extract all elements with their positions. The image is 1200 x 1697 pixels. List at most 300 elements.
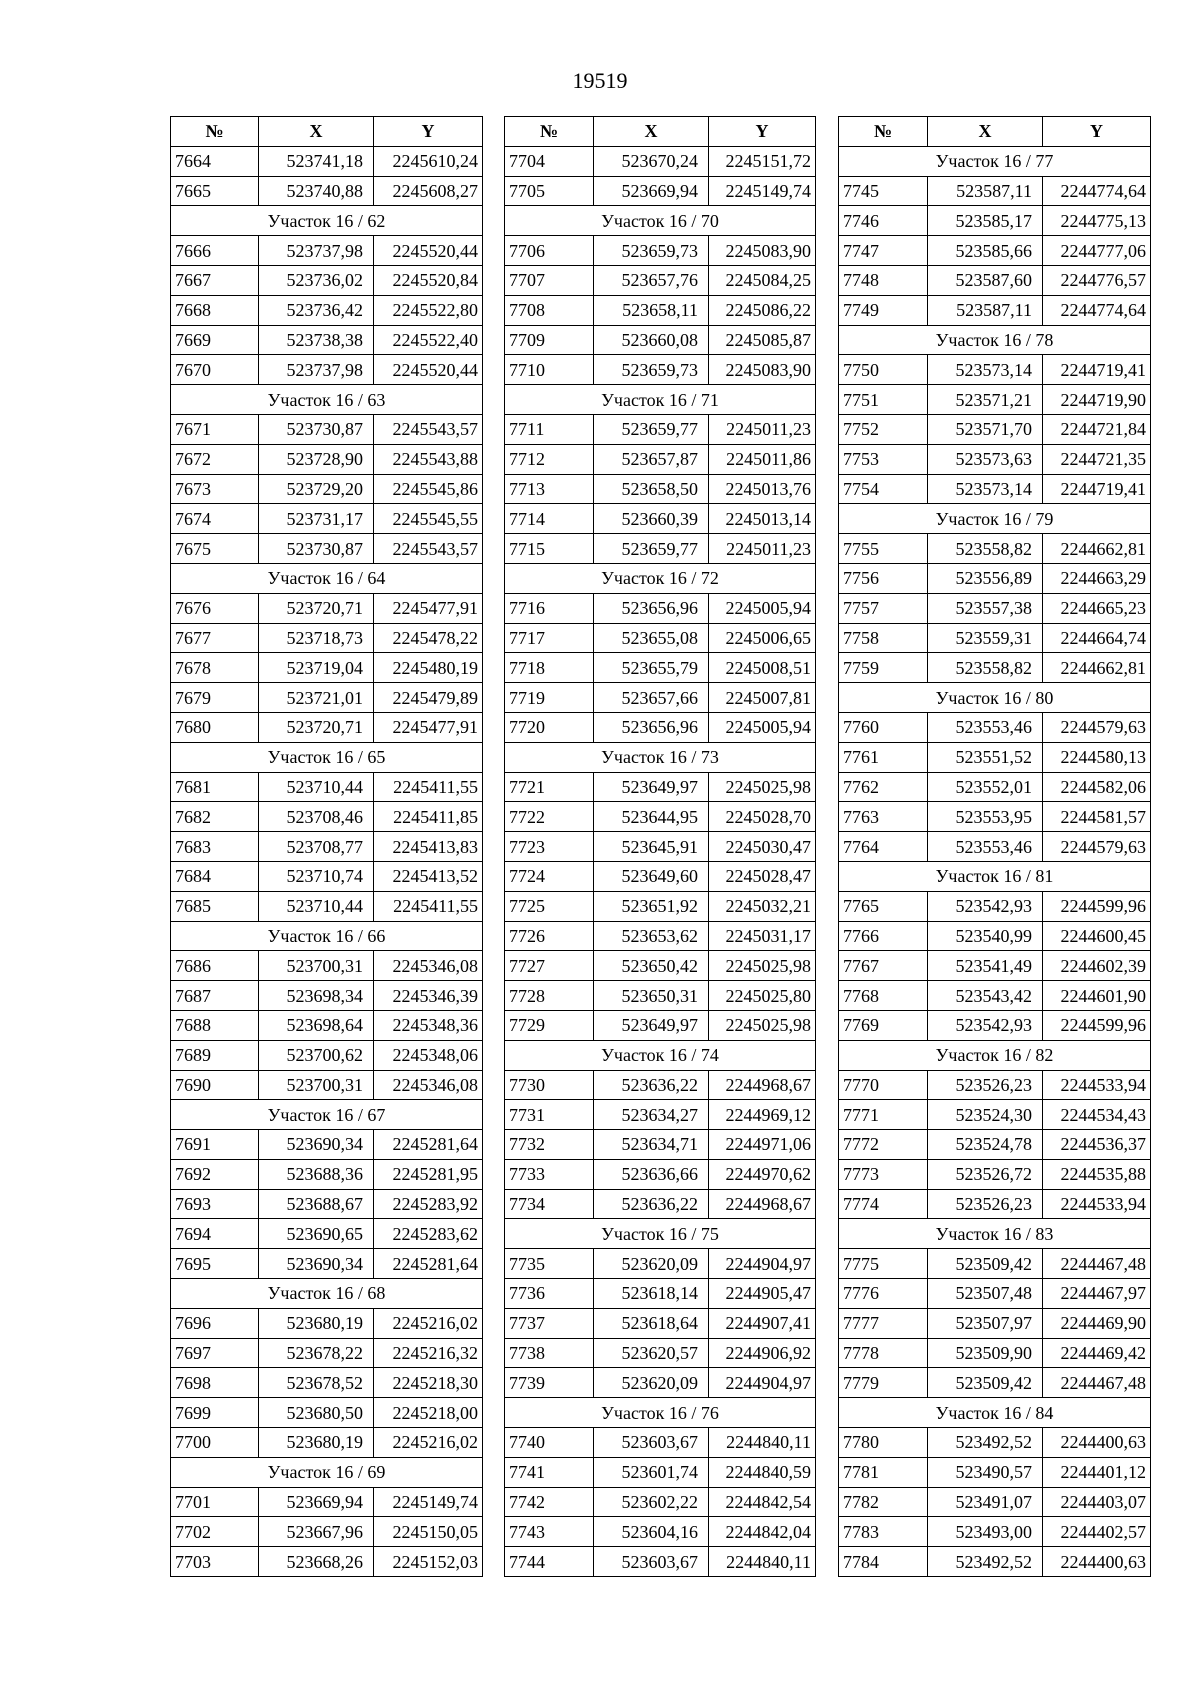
x-coordinate-cell: 523553,95 <box>928 802 1043 832</box>
y-coordinate-cell: 2245006,65 <box>709 623 816 653</box>
y-coordinate-cell: 2244581,57 <box>1043 802 1151 832</box>
point-number-cell: 7671 <box>171 414 259 444</box>
y-coordinate-cell: 2245032,21 <box>709 891 816 921</box>
y-coordinate-cell: 2245030,47 <box>709 832 816 862</box>
x-coordinate-cell: 523656,96 <box>594 593 709 623</box>
point-number-cell: 7764 <box>839 832 928 862</box>
point-number-cell: 7720 <box>505 712 594 742</box>
point-number-cell: 7686 <box>171 951 259 981</box>
table-row <box>505 146 816 176</box>
x-coordinate-cell: 523618,14 <box>594 1279 709 1309</box>
point-number-cell: 7744 <box>505 1547 594 1577</box>
point-number-cell: 7765 <box>839 891 928 921</box>
point-number-cell: 7712 <box>505 444 594 474</box>
y-coordinate-cell: 2245346,08 <box>374 951 483 981</box>
table-row <box>839 1279 1151 1309</box>
table-row <box>839 355 1151 385</box>
table-row <box>171 1040 483 1070</box>
x-coordinate-cell: 523710,44 <box>259 772 374 802</box>
y-coordinate-cell: 2244600,45 <box>1043 921 1151 951</box>
point-number-cell: 7699 <box>171 1398 259 1428</box>
y-coordinate-cell: 2244401,12 <box>1043 1457 1151 1487</box>
point-number-cell: 7664 <box>171 146 259 176</box>
x-coordinate-cell: 523659,73 <box>594 236 709 266</box>
y-coordinate-cell: 2245477,91 <box>374 712 483 742</box>
x-coordinate-cell: 523657,66 <box>594 683 709 713</box>
table-row <box>171 712 483 742</box>
y-coordinate-cell: 2244777,06 <box>1043 236 1151 266</box>
point-number-cell: 7724 <box>505 861 594 891</box>
x-coordinate-cell: 523700,62 <box>259 1040 374 1070</box>
x-coordinate-cell: 523556,89 <box>928 563 1043 593</box>
section-row <box>839 1219 1151 1249</box>
section-row <box>839 1040 1151 1070</box>
point-number-cell: 7715 <box>505 534 594 564</box>
section-row <box>171 385 483 415</box>
x-coordinate-cell: 523509,42 <box>928 1368 1043 1398</box>
x-coordinate-cell: 523700,31 <box>259 951 374 981</box>
y-coordinate-cell: 2245545,55 <box>374 504 483 534</box>
point-number-cell: 7676 <box>171 593 259 623</box>
y-coordinate-cell: 2245281,64 <box>374 1130 483 1160</box>
x-coordinate-cell: 523644,95 <box>594 802 709 832</box>
point-number-cell: 7731 <box>505 1100 594 1130</box>
y-coordinate-cell: 2245281,95 <box>374 1159 483 1189</box>
x-coordinate-cell: 523493,00 <box>928 1517 1043 1547</box>
table-header-row <box>505 117 816 147</box>
point-number-cell: 7740 <box>505 1428 594 1458</box>
table-row <box>839 981 1151 1011</box>
section-row <box>171 563 483 593</box>
y-coordinate-cell: 2244579,63 <box>1043 832 1151 862</box>
x-coordinate-cell: 523737,98 <box>259 355 374 385</box>
header-y: Y <box>709 117 816 147</box>
table-row <box>839 265 1151 295</box>
table-row <box>505 1308 816 1338</box>
y-coordinate-cell: 2245283,62 <box>374 1219 483 1249</box>
x-coordinate-cell: 523645,91 <box>594 832 709 862</box>
point-number-cell: 7737 <box>505 1308 594 1338</box>
x-coordinate-cell: 523655,08 <box>594 623 709 653</box>
table-row <box>839 832 1151 862</box>
y-coordinate-cell: 2244662,81 <box>1043 653 1151 683</box>
x-coordinate-cell: 523573,63 <box>928 444 1043 474</box>
x-coordinate-cell: 523492,52 <box>928 1547 1043 1577</box>
x-coordinate-cell: 523708,77 <box>259 832 374 862</box>
y-coordinate-cell: 2245028,47 <box>709 861 816 891</box>
y-coordinate-cell: 2244775,13 <box>1043 206 1151 236</box>
point-number-cell: 7775 <box>839 1249 928 1279</box>
table-row <box>171 1517 483 1547</box>
table-row <box>505 683 816 713</box>
section-title: Участок 16 / 72 <box>505 563 816 593</box>
section-title: Участок 16 / 69 <box>171 1457 483 1487</box>
point-number-cell: 7666 <box>171 236 259 266</box>
table-row <box>171 1308 483 1338</box>
point-number-cell: 7753 <box>839 444 928 474</box>
table-row <box>505 1189 816 1219</box>
x-coordinate-cell: 523731,17 <box>259 504 374 534</box>
table-row <box>171 1159 483 1189</box>
table-row <box>505 772 816 802</box>
point-number-cell: 7710 <box>505 355 594 385</box>
point-number-cell: 7766 <box>839 921 928 951</box>
x-coordinate-cell: 523669,94 <box>594 176 709 206</box>
header-y: Y <box>374 117 483 147</box>
y-coordinate-cell: 2245149,74 <box>374 1487 483 1517</box>
section-row <box>505 1219 816 1249</box>
coordinates-table-right <box>838 116 1151 1577</box>
y-coordinate-cell: 2244904,97 <box>709 1249 816 1279</box>
table-row <box>839 1100 1151 1130</box>
point-number-cell: 7692 <box>171 1159 259 1189</box>
table-row <box>171 861 483 891</box>
x-coordinate-cell: 523700,31 <box>259 1070 374 1100</box>
point-number-cell: 7780 <box>839 1428 928 1458</box>
point-number-cell: 7675 <box>171 534 259 564</box>
y-coordinate-cell: 2244721,84 <box>1043 414 1151 444</box>
section-row <box>171 1457 483 1487</box>
point-number-cell: 7776 <box>839 1279 928 1309</box>
x-coordinate-cell: 523659,77 <box>594 534 709 564</box>
x-coordinate-cell: 523658,11 <box>594 295 709 325</box>
y-coordinate-cell: 2244664,74 <box>1043 623 1151 653</box>
x-coordinate-cell: 523657,87 <box>594 444 709 474</box>
x-coordinate-cell: 523649,97 <box>594 772 709 802</box>
y-coordinate-cell: 2245477,91 <box>374 593 483 623</box>
y-coordinate-cell: 2244469,90 <box>1043 1308 1151 1338</box>
x-coordinate-cell: 523678,22 <box>259 1338 374 1368</box>
point-number-cell: 7668 <box>171 295 259 325</box>
x-coordinate-cell: 523710,44 <box>259 891 374 921</box>
x-coordinate-cell: 523636,22 <box>594 1070 709 1100</box>
table-row <box>505 1338 816 1368</box>
table-row <box>171 1547 483 1577</box>
x-coordinate-cell: 523649,60 <box>594 861 709 891</box>
table-row <box>171 444 483 474</box>
point-number-cell: 7707 <box>505 265 594 295</box>
point-number-cell: 7725 <box>505 891 594 921</box>
table-row <box>171 1249 483 1279</box>
table-row <box>839 1308 1151 1338</box>
y-coordinate-cell: 2245216,02 <box>374 1308 483 1338</box>
x-coordinate-cell: 523690,34 <box>259 1249 374 1279</box>
x-coordinate-cell: 523620,57 <box>594 1338 709 1368</box>
y-coordinate-cell: 2245086,22 <box>709 295 816 325</box>
y-coordinate-cell: 2244719,90 <box>1043 385 1151 415</box>
y-coordinate-cell: 2245025,98 <box>709 772 816 802</box>
y-coordinate-cell: 2245520,84 <box>374 265 483 295</box>
table-row <box>839 742 1151 772</box>
table-row <box>505 355 816 385</box>
x-coordinate-cell: 523507,97 <box>928 1308 1043 1338</box>
x-coordinate-cell: 523634,71 <box>594 1130 709 1160</box>
y-coordinate-cell: 2244968,67 <box>709 1070 816 1100</box>
point-number-cell: 7674 <box>171 504 259 534</box>
point-number-cell: 7757 <box>839 593 928 623</box>
y-coordinate-cell: 2244663,29 <box>1043 563 1151 593</box>
x-coordinate-cell: 523737,98 <box>259 236 374 266</box>
table-row <box>505 891 816 921</box>
point-number-cell: 7696 <box>171 1308 259 1338</box>
point-number-cell: 7734 <box>505 1189 594 1219</box>
y-coordinate-cell: 2244842,54 <box>709 1487 816 1517</box>
point-number-cell: 7704 <box>505 146 594 176</box>
section-title: Участок 16 / 80 <box>839 683 1151 713</box>
table-row <box>171 146 483 176</box>
x-coordinate-cell: 523542,93 <box>928 891 1043 921</box>
section-title: Участок 16 / 73 <box>505 742 816 772</box>
x-coordinate-cell: 523690,34 <box>259 1130 374 1160</box>
table-row <box>505 623 816 653</box>
header-y: Y <box>1043 117 1151 147</box>
y-coordinate-cell: 2245011,23 <box>709 414 816 444</box>
section-title: Участок 16 / 66 <box>171 921 483 951</box>
point-number-cell: 7691 <box>171 1130 259 1160</box>
table-row <box>171 1398 483 1428</box>
table-row <box>505 1010 816 1040</box>
y-coordinate-cell: 2244665,23 <box>1043 593 1151 623</box>
point-number-cell: 7698 <box>171 1368 259 1398</box>
point-number-cell: 7719 <box>505 683 594 713</box>
y-coordinate-cell: 2244969,12 <box>709 1100 816 1130</box>
table-row <box>171 1219 483 1249</box>
point-number-cell: 7701 <box>171 1487 259 1517</box>
table-row <box>505 1547 816 1577</box>
x-coordinate-cell: 523573,14 <box>928 355 1043 385</box>
y-coordinate-cell: 2244402,57 <box>1043 1517 1151 1547</box>
table-row <box>505 1487 816 1517</box>
table-row <box>839 444 1151 474</box>
section-row <box>505 1040 816 1070</box>
table-row <box>171 653 483 683</box>
point-number-cell: 7756 <box>839 563 928 593</box>
point-number-cell: 7708 <box>505 295 594 325</box>
header-number: № <box>505 117 594 147</box>
y-coordinate-cell: 2245084,25 <box>709 265 816 295</box>
table-row <box>839 623 1151 653</box>
table-row <box>171 981 483 1011</box>
table-row <box>839 1517 1151 1547</box>
y-coordinate-cell: 2245007,81 <box>709 683 816 713</box>
point-number-cell: 7761 <box>839 742 928 772</box>
point-number-cell: 7772 <box>839 1130 928 1160</box>
table-row <box>171 891 483 921</box>
y-coordinate-cell: 2244970,62 <box>709 1159 816 1189</box>
x-coordinate-cell: 523668,26 <box>259 1547 374 1577</box>
y-coordinate-cell: 2245216,02 <box>374 1428 483 1458</box>
x-coordinate-cell: 523708,46 <box>259 802 374 832</box>
section-title: Участок 16 / 62 <box>171 206 483 236</box>
y-coordinate-cell: 2244774,64 <box>1043 176 1151 206</box>
point-number-cell: 7717 <box>505 623 594 653</box>
table-header-row <box>171 117 483 147</box>
x-coordinate-cell: 523736,42 <box>259 295 374 325</box>
y-coordinate-cell: 2244905,47 <box>709 1279 816 1309</box>
y-coordinate-cell: 2244602,39 <box>1043 951 1151 981</box>
y-coordinate-cell: 2244582,06 <box>1043 772 1151 802</box>
point-number-cell: 7742 <box>505 1487 594 1517</box>
table-row <box>505 951 816 981</box>
table-row <box>171 1487 483 1517</box>
table-row <box>171 1189 483 1219</box>
point-number-cell: 7711 <box>505 414 594 444</box>
table-row <box>171 176 483 206</box>
x-coordinate-cell: 523680,19 <box>259 1428 374 1458</box>
x-coordinate-cell: 523660,08 <box>594 325 709 355</box>
y-coordinate-cell: 2244533,94 <box>1043 1070 1151 1100</box>
x-coordinate-cell: 523551,52 <box>928 742 1043 772</box>
point-number-cell: 7677 <box>171 623 259 653</box>
table-row <box>171 1070 483 1100</box>
point-number-cell: 7755 <box>839 534 928 564</box>
table-row <box>505 176 816 206</box>
point-number-cell: 7673 <box>171 474 259 504</box>
x-coordinate-cell: 523650,42 <box>594 951 709 981</box>
point-number-cell: 7728 <box>505 981 594 1011</box>
x-coordinate-cell: 523540,99 <box>928 921 1043 951</box>
point-number-cell: 7732 <box>505 1130 594 1160</box>
section-title: Участок 16 / 75 <box>505 1219 816 1249</box>
y-coordinate-cell: 2244842,04 <box>709 1517 816 1547</box>
y-coordinate-cell: 2245543,88 <box>374 444 483 474</box>
table-row <box>505 236 816 266</box>
point-number-cell: 7759 <box>839 653 928 683</box>
section-row <box>505 385 816 415</box>
y-coordinate-cell: 2244971,06 <box>709 1130 816 1160</box>
point-number-cell: 7667 <box>171 265 259 295</box>
x-coordinate-cell: 523585,66 <box>928 236 1043 266</box>
table-row <box>839 1368 1151 1398</box>
table-row <box>505 1100 816 1130</box>
header-x: X <box>928 117 1043 147</box>
x-coordinate-cell: 523688,36 <box>259 1159 374 1189</box>
x-coordinate-cell: 523618,64 <box>594 1308 709 1338</box>
point-number-cell: 7723 <box>505 832 594 862</box>
table-row <box>839 236 1151 266</box>
point-number-cell: 7781 <box>839 1457 928 1487</box>
y-coordinate-cell: 2244467,97 <box>1043 1279 1151 1309</box>
x-coordinate-cell: 523571,21 <box>928 385 1043 415</box>
y-coordinate-cell: 2245610,24 <box>374 146 483 176</box>
section-title: Участок 16 / 71 <box>505 385 816 415</box>
x-coordinate-cell: 523509,42 <box>928 1249 1043 1279</box>
table-row <box>839 295 1151 325</box>
x-coordinate-cell: 523509,90 <box>928 1338 1043 1368</box>
x-coordinate-cell: 523688,67 <box>259 1189 374 1219</box>
section-title: Участок 16 / 82 <box>839 1040 1151 1070</box>
table-row <box>505 1159 816 1189</box>
table-row <box>505 861 816 891</box>
section-row <box>839 861 1151 891</box>
table-row <box>839 1338 1151 1368</box>
x-coordinate-cell: 523730,87 <box>259 534 374 564</box>
y-coordinate-cell: 2244774,64 <box>1043 295 1151 325</box>
y-coordinate-cell: 2245346,39 <box>374 981 483 1011</box>
y-coordinate-cell: 2245013,14 <box>709 504 816 534</box>
x-coordinate-cell: 523678,52 <box>259 1368 374 1398</box>
section-title: Участок 16 / 84 <box>839 1398 1151 1428</box>
section-title: Участок 16 / 74 <box>505 1040 816 1070</box>
section-title: Участок 16 / 77 <box>839 146 1151 176</box>
y-coordinate-cell: 2245348,06 <box>374 1040 483 1070</box>
x-coordinate-cell: 523524,78 <box>928 1130 1043 1160</box>
point-number-cell: 7767 <box>839 951 928 981</box>
point-number-cell: 7752 <box>839 414 928 444</box>
x-coordinate-cell: 523680,50 <box>259 1398 374 1428</box>
table-row <box>171 265 483 295</box>
point-number-cell: 7779 <box>839 1368 928 1398</box>
y-coordinate-cell: 2245218,00 <box>374 1398 483 1428</box>
x-coordinate-cell: 523657,76 <box>594 265 709 295</box>
table-row <box>839 414 1151 444</box>
y-coordinate-cell: 2245085,87 <box>709 325 816 355</box>
y-coordinate-cell: 2244535,88 <box>1043 1159 1151 1189</box>
y-coordinate-cell: 2245411,55 <box>374 891 483 921</box>
x-coordinate-cell: 523558,82 <box>928 653 1043 683</box>
point-number-cell: 7713 <box>505 474 594 504</box>
table-row <box>839 921 1151 951</box>
y-coordinate-cell: 2245346,08 <box>374 1070 483 1100</box>
point-number-cell: 7777 <box>839 1308 928 1338</box>
section-row <box>839 683 1151 713</box>
point-number-cell: 7748 <box>839 265 928 295</box>
table-row <box>505 921 816 951</box>
y-coordinate-cell: 2245028,70 <box>709 802 816 832</box>
table-row <box>839 802 1151 832</box>
x-coordinate-cell: 523728,90 <box>259 444 374 474</box>
section-title: Участок 16 / 83 <box>839 1219 1151 1249</box>
table-row <box>505 1249 816 1279</box>
x-coordinate-cell: 523573,14 <box>928 474 1043 504</box>
table-row <box>171 474 483 504</box>
point-number-cell: 7749 <box>839 295 928 325</box>
x-coordinate-cell: 523507,48 <box>928 1279 1043 1309</box>
table-row <box>839 712 1151 742</box>
x-coordinate-cell: 523526,23 <box>928 1070 1043 1100</box>
section-title: Участок 16 / 63 <box>171 385 483 415</box>
y-coordinate-cell: 2245545,86 <box>374 474 483 504</box>
table-row <box>171 1338 483 1368</box>
x-coordinate-cell: 523603,67 <box>594 1428 709 1458</box>
table-row <box>171 355 483 385</box>
table-row <box>839 1428 1151 1458</box>
y-coordinate-cell: 2245543,57 <box>374 534 483 564</box>
point-number-cell: 7745 <box>839 176 928 206</box>
x-coordinate-cell: 523670,24 <box>594 146 709 176</box>
point-number-cell: 7688 <box>171 1010 259 1040</box>
x-coordinate-cell: 523636,66 <box>594 1159 709 1189</box>
point-number-cell: 7718 <box>505 653 594 683</box>
x-coordinate-cell: 523729,20 <box>259 474 374 504</box>
table-row <box>171 1010 483 1040</box>
y-coordinate-cell: 2244469,42 <box>1043 1338 1151 1368</box>
x-coordinate-cell: 523660,39 <box>594 504 709 534</box>
point-number-cell: 7683 <box>171 832 259 862</box>
section-title: Участок 16 / 78 <box>839 325 1151 355</box>
y-coordinate-cell: 2244601,90 <box>1043 981 1151 1011</box>
x-coordinate-cell: 523690,65 <box>259 1219 374 1249</box>
x-coordinate-cell: 523602,22 <box>594 1487 709 1517</box>
y-coordinate-cell: 2245413,83 <box>374 832 483 862</box>
point-number-cell: 7743 <box>505 1517 594 1547</box>
point-number-cell: 7735 <box>505 1249 594 1279</box>
y-coordinate-cell: 2245522,80 <box>374 295 483 325</box>
point-number-cell: 7762 <box>839 772 928 802</box>
x-coordinate-cell: 523587,60 <box>928 265 1043 295</box>
x-coordinate-cell: 523659,73 <box>594 355 709 385</box>
x-coordinate-cell: 523741,18 <box>259 146 374 176</box>
